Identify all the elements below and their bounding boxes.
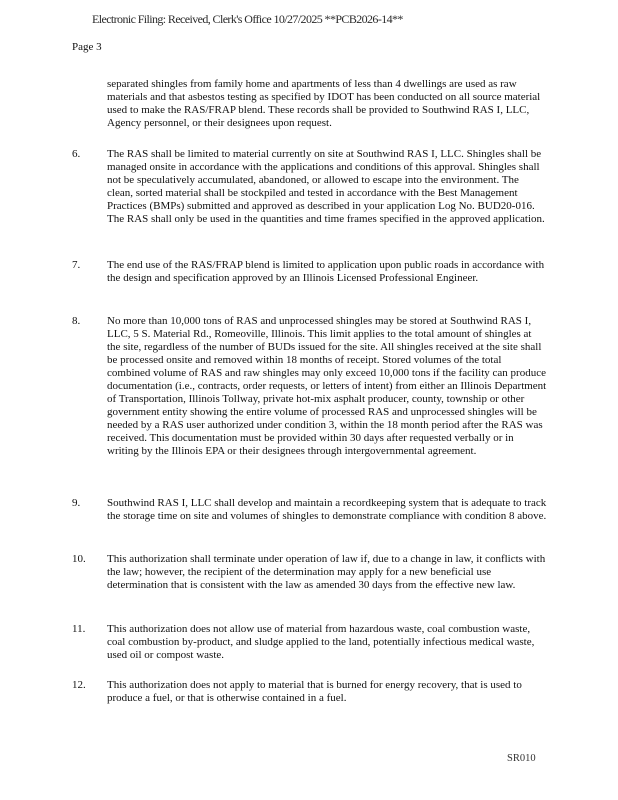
condition-7-text: The end use of the RAS/FRAP blend is limited to application upon public roads in accordance with the design and specification approved by an Illinois Licensed Professional Engineer. (107, 259, 545, 284)
condition-9-text: Southwind RAS I, LLC shall develop and maintain a recordkeeping system that is adequate to track the storage time on site and volumes of shingles to demonstrate compliance with condition 8 above. (107, 497, 547, 522)
page-number: Page 3 (72, 41, 102, 53)
condition-12-text: This authorization does not apply to material that is burned for energy recovery, that is used to produce a fuel, or that is otherwise contained in a fuel. (107, 679, 522, 704)
continuation-paragraph: separated shingles from family home and apartments of less than 4 dwellings are used as raw materials and that asbestos testing as specified by IDOT has been conducted on all source material used to make the RAS/FRAP blend. These records shall be provided to Southwind RAS I, LLC, Agency personnel, or their designees upon request. (107, 78, 541, 129)
condition-7-number: 7. (72, 259, 81, 271)
condition-10-text: This authorization shall terminate under operation of law if, due to a change in law, it conflicts with the law; however, the recipient of the determination may apply for a new beneficial use determination that is consistent with the law as amended 30 days from the effective new law. (107, 553, 546, 591)
condition-6-number: 6. (72, 148, 81, 160)
document-footer-id: SR010 (507, 753, 536, 764)
condition-11-number: 11. (72, 623, 86, 635)
condition-8-text: No more than 10,000 tons of RAS and unprocessed shingles may be stored at Southwind RAS I, LLC, 5 S. Material Rd., Romeoville, Illinois. This limit applies to the total amount of shingles at the site, regardless of the number of BUDs issued for the site. All shingles received at the site shall be processed onsite and removed within 18 months of receipt. Stored volumes of the total combined volume of RAS and raw shingles may only exceed 10,000 tons if the facility can produce documentation (i.e., contracts, order requests, or letters of intent) from either an Illinois Department of Transportation, Illinois Tollway, private hot-mix asphalt producer, county, township or other government entity showing the entire volume of processed RAS and unprocessed shingles will be needed by a RAS user authorized under condition 3, within the 18 month period after the RAS was received. This documentation must be provided within 30 days after requested verbally or in writing by the Illinois EPA or their designees through intergovernmental agreement. (107, 315, 547, 457)
condition-6-text: The RAS shall be limited to material currently on site at Southwind RAS I, LLC. Shingles shall be managed onsite in accordance with the applications and conditions of this approval. Shingles shall not be speculatively accumulated, abandoned, or allowed to escape into the environment. The clean, sorted material shall be stockpiled and tested in accordance with the Best Management Practices (BMPs) submitted and approved as described in your application Log No. BUD20-016. The RAS shall only be used in the quantities and time frames specified in the approved application. (107, 148, 545, 225)
condition-11-text: This authorization does not allow use of material from hazardous waste, coal combustion waste, coal combustion by-product, and sludge applied to the land, potentially infectious medical waste, used oil or compost waste. (107, 623, 535, 661)
condition-10-number: 10. (72, 553, 86, 565)
filing-stamp: Electronic Filing: Received, Clerk's Office 10/27/2025 **PCB2026-14** (92, 12, 403, 26)
condition-8-number: 8. (72, 315, 81, 327)
condition-12-number: 12. (72, 679, 86, 691)
condition-9-number: 9. (72, 497, 81, 509)
